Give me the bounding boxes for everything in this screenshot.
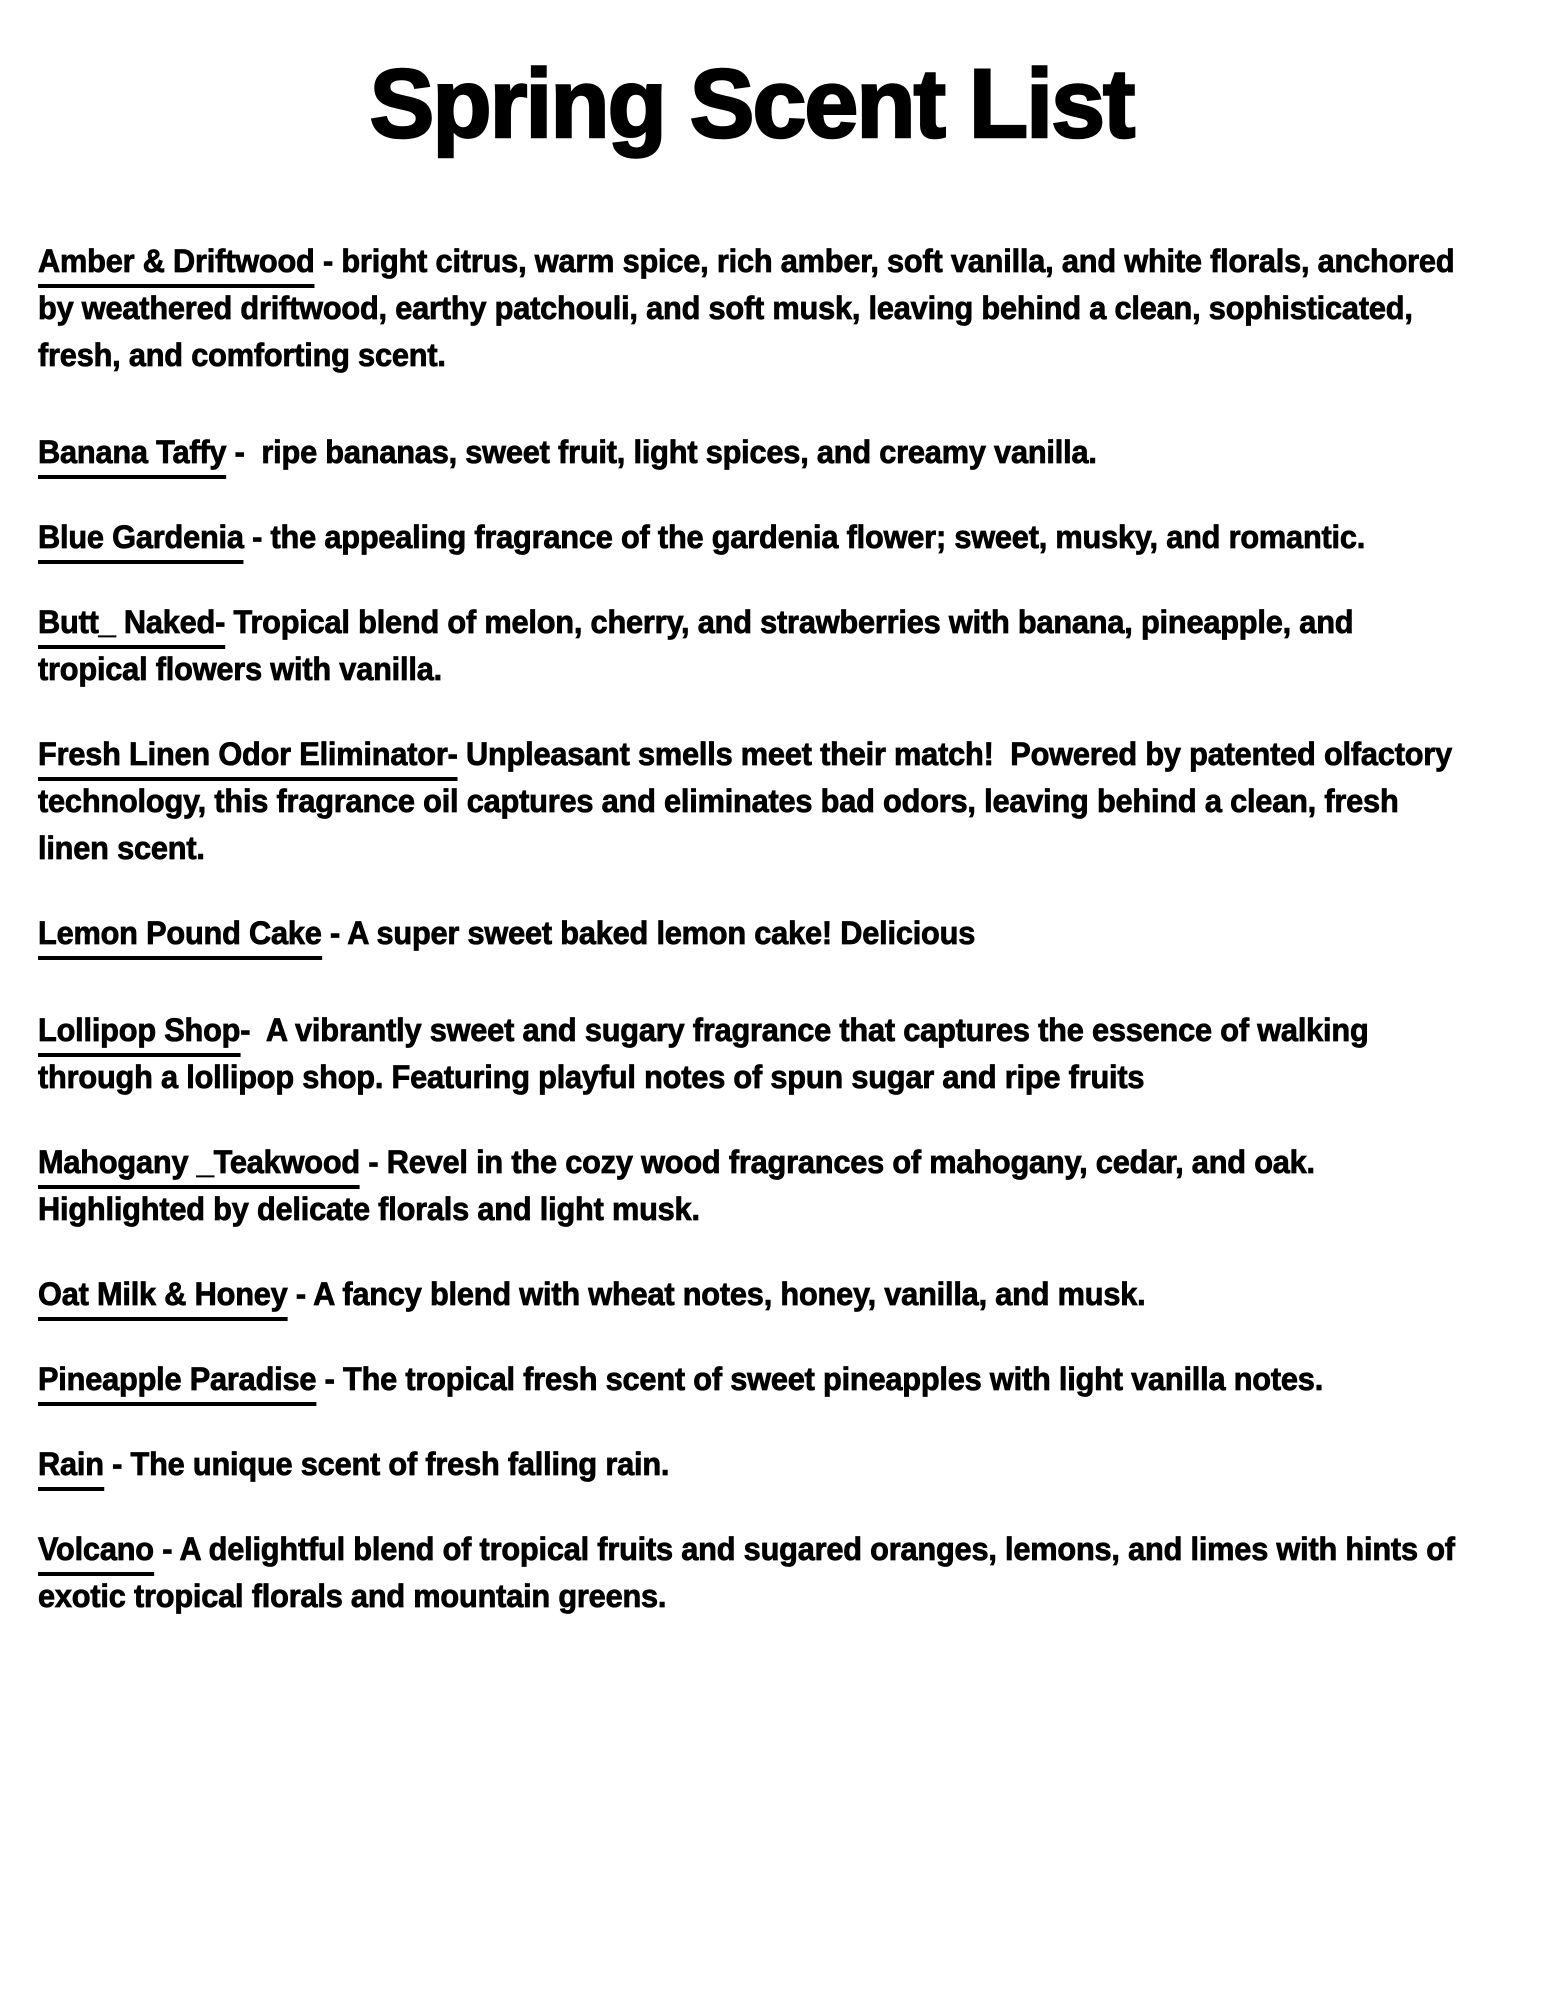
scent-description: Tropical blend of melon, cherry, and strawberries with banana, pineapple, and tropical flowers with vanilla. <box>38 603 1362 687</box>
scent-description: - the appealing fragrance of the gardenia flower; sweet, musky, and romantic. <box>243 518 1366 555</box>
scent-description: - The tropical fresh scent of sweet pineapples with light vanilla notes. <box>316 1360 1324 1397</box>
list-item-blue-gardenia <box>38 514 1468 561</box>
scent-name: Rain <box>38 1446 104 1491</box>
page-title: Spring Scent List <box>369 49 1134 158</box>
scent-name: Volcano <box>38 1531 154 1576</box>
scent-description: Unpleasant smells meet their match! Powered by patented olfactory technology, this fragrance oil captures and eliminates bad odors, leaving behind a clean, fresh linen scent. <box>38 735 1461 866</box>
scent-description: - ripe bananas, sweet fruit, light spices, and creamy vanilla. <box>226 433 1097 470</box>
scent-name: Oat Milk & Honey <box>38 1276 288 1321</box>
scent-list <box>38 238 1468 1620</box>
scent-description: - A vibrantly sweet and sugary fragrance that captures the essence of walking through a lollipop shop. Featuring playful notes of spun sugar and ripe fruits <box>38 1011 1377 1095</box>
scent-name: Lollipop Shop <box>38 1012 240 1057</box>
list-item-lemon-pound-cake <box>38 910 1468 957</box>
scent-description: - A fancy blend with wheat notes, honey, vanilla, and musk. <box>287 1275 1146 1312</box>
scent-name: Blue Gardenia <box>38 519 244 564</box>
list-item-oat-milk-honey <box>38 1271 1468 1318</box>
list-item-banana-taffy <box>38 429 1468 476</box>
scent-description: - The unique scent of fresh falling rain. <box>103 1445 670 1482</box>
list-item-amber-driftwood <box>38 238 1468 379</box>
list-item-rain <box>38 1441 1468 1488</box>
scent-description: - Revel in the cozy wood fragrances of mahogany, cedar, and oak. Highlighted by delicate florals and light musk. <box>38 1143 1324 1227</box>
scent-name: Pineapple Paradise <box>38 1361 316 1406</box>
list-item-mahogany-teakwood <box>38 1139 1468 1233</box>
scent-name: Lemon Pound Cake <box>38 915 322 960</box>
list-item-volcano <box>38 1526 1468 1620</box>
list-item-fresh-linen-odor-eliminator <box>38 731 1468 872</box>
scent-description: - bright citrus, warm spice, rich amber, soft vanilla, and white florals, anchored by weathered driftwood, earthy patchouli, and soft musk, leaving behind a clean, sophisticated, fresh, and comforting scent. <box>38 242 1463 373</box>
scent-name: Fresh Linen Odor Eliminator- <box>38 736 458 781</box>
scent-name: Amber & Driftwood <box>38 243 315 288</box>
scent-name: Butt_ Naked- <box>38 604 225 649</box>
list-item-pineapple-paradise <box>38 1356 1468 1403</box>
list-item-butt-naked <box>38 599 1468 693</box>
scent-description: - A super sweet baked lemon cake! Delicious <box>321 914 976 951</box>
list-item-lollipop-shop <box>38 1007 1468 1101</box>
scent-name: Banana Taffy <box>38 434 226 479</box>
scent-name: Mahogany _Teakwood <box>38 1144 360 1189</box>
scent-description: - A delightful blend of tropical fruits and sugared oranges, lemons, and limes with hints of exotic tropical florals and mountain greens. <box>38 1530 1464 1614</box>
